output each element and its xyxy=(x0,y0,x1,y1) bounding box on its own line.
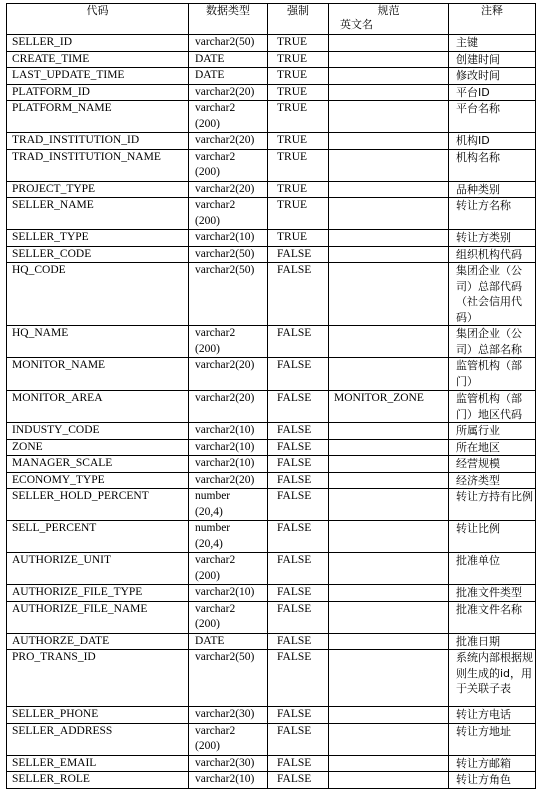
cell-spec xyxy=(329,230,449,247)
cell-note: 经营规模 xyxy=(449,456,536,473)
cell-required: TRUE xyxy=(268,133,329,150)
cell-datatype: varchar2(20) xyxy=(189,391,268,423)
cell-required: FALSE xyxy=(268,456,329,473)
header-note: 注释 xyxy=(449,4,536,35)
cell-spec xyxy=(329,755,449,772)
cell-required: TRUE xyxy=(268,230,329,247)
cell-note: 组织机构代码 xyxy=(449,246,536,263)
header-code: 代码 xyxy=(7,4,189,35)
cell-required: FALSE xyxy=(268,585,329,602)
cell-code: SELLER_ROLE xyxy=(7,772,189,789)
cell-required: FALSE xyxy=(268,391,329,423)
cell-note: 转让方电话 xyxy=(449,707,536,724)
cell-required: TRUE xyxy=(268,149,329,181)
cell-note: 批准文件类型 xyxy=(449,585,536,602)
cell-required: FALSE xyxy=(268,358,329,391)
cell-note: 转让方邮箱 xyxy=(449,755,536,772)
table-row xyxy=(7,601,536,633)
cell-spec xyxy=(329,35,449,52)
header-datatype: 数据类型 xyxy=(189,4,268,35)
table-row xyxy=(7,263,536,326)
cell-required: TRUE xyxy=(268,198,329,230)
cell-spec xyxy=(329,181,449,198)
cell-datatype: varchar2(10) xyxy=(189,772,268,789)
cell-spec xyxy=(329,456,449,473)
cell-note: 创建时间 xyxy=(449,51,536,68)
cell-spec xyxy=(329,101,449,133)
cell-datatype: varchar2(10) xyxy=(189,456,268,473)
cell-note: 机构ID xyxy=(449,133,536,150)
cell-code: SELLER_CODE xyxy=(7,246,189,263)
cell-code: SELLER_EMAIL xyxy=(7,755,189,772)
cell-datatype: varchar2(10) xyxy=(189,439,268,456)
cell-datatype: varchar2(10) xyxy=(189,585,268,602)
header-spec-label: 规范 xyxy=(377,4,400,17)
cell-spec xyxy=(329,723,449,755)
table-row xyxy=(7,84,536,101)
table-row xyxy=(7,723,536,755)
cell-spec xyxy=(329,521,449,553)
cell-spec xyxy=(329,423,449,440)
cell-note: 品种类别 xyxy=(449,181,536,198)
cell-note: 转让方角色 xyxy=(449,772,536,789)
cell-note: 集团企业（公司）总部代码（社会信用代码） xyxy=(449,263,536,326)
table-row xyxy=(7,439,536,456)
table-row xyxy=(7,521,536,553)
cell-required: FALSE xyxy=(268,472,329,489)
cell-note: 所在地区 xyxy=(449,439,536,456)
cell-code: AUTHORIZE_FILE_NAME xyxy=(7,601,189,633)
cell-code: MONITOR_NAME xyxy=(7,358,189,391)
cell-datatype: varchar2(20) xyxy=(189,133,268,150)
cell-required: FALSE xyxy=(268,707,329,724)
cell-spec xyxy=(329,489,449,521)
cell-note: 修改时间 xyxy=(449,68,536,85)
table-row xyxy=(7,326,536,358)
cell-required: FALSE xyxy=(268,246,329,263)
table-row xyxy=(7,456,536,473)
cell-required: FALSE xyxy=(268,723,329,755)
cell-code: SELLER_ID xyxy=(7,35,189,52)
cell-datatype: varchar2 (200) xyxy=(189,198,268,230)
cell-datatype: varchar2(20) xyxy=(189,358,268,391)
table-row xyxy=(7,391,536,423)
cell-spec xyxy=(329,198,449,230)
table-row xyxy=(7,650,536,707)
cell-code: HQ_CODE xyxy=(7,263,189,326)
cell-note: 批准文件名称 xyxy=(449,601,536,633)
cell-spec xyxy=(329,68,449,85)
cell-code: AUTHORIZE_FILE_TYPE xyxy=(7,585,189,602)
cell-code: PROJECT_TYPE xyxy=(7,181,189,198)
cell-spec xyxy=(329,149,449,181)
cell-spec xyxy=(329,553,449,585)
cell-required: FALSE xyxy=(268,553,329,585)
cell-note: 所属行业 xyxy=(449,423,536,440)
cell-required: FALSE xyxy=(268,755,329,772)
table-row xyxy=(7,149,536,181)
cell-required: FALSE xyxy=(268,326,329,358)
cell-code: MANAGER_SCALE xyxy=(7,456,189,473)
cell-code: LAST_UPDATE_TIME xyxy=(7,68,189,85)
cell-note: 主键 xyxy=(449,35,536,52)
cell-required: FALSE xyxy=(268,650,329,707)
cell-note: 平台ID xyxy=(449,84,536,101)
cell-spec xyxy=(329,133,449,150)
cell-code: INDUSTY_CODE xyxy=(7,423,189,440)
cell-spec xyxy=(329,472,449,489)
cell-code: SELLER_PHONE xyxy=(7,707,189,724)
cell-datatype: varchar2 (200) xyxy=(189,326,268,358)
table-row xyxy=(7,68,536,85)
cell-code: SELLER_TYPE xyxy=(7,230,189,247)
cell-spec xyxy=(329,358,449,391)
table-row xyxy=(7,358,536,391)
cell-code: SELL_PERCENT xyxy=(7,521,189,553)
cell-datatype: varchar2(50) xyxy=(189,35,268,52)
table-row xyxy=(7,181,536,198)
header-spec-english-name: 英文名 xyxy=(340,18,373,31)
cell-datatype: varchar2(50) xyxy=(189,650,268,707)
header-required: 强制 xyxy=(268,4,329,35)
cell-note: 监管机构（部门） xyxy=(449,358,536,391)
cell-note: 经济类型 xyxy=(449,472,536,489)
table-row xyxy=(7,489,536,521)
cell-spec xyxy=(329,51,449,68)
cell-required: TRUE xyxy=(268,51,329,68)
cell-spec xyxy=(329,585,449,602)
cell-datatype: number (20,4) xyxy=(189,521,268,553)
cell-code: TRAD_INSTITUTION_ID xyxy=(7,133,189,150)
cell-code: ECONOMY_TYPE xyxy=(7,472,189,489)
table-header-row xyxy=(7,4,536,35)
cell-required: FALSE xyxy=(268,633,329,650)
cell-datatype: varchar2(20) xyxy=(189,181,268,198)
cell-spec xyxy=(329,326,449,358)
cell-required: TRUE xyxy=(268,181,329,198)
cell-datatype: DATE xyxy=(189,633,268,650)
cell-datatype: varchar2 (200) xyxy=(189,723,268,755)
table-row xyxy=(7,230,536,247)
cell-note: 批准单位 xyxy=(449,553,536,585)
table-row xyxy=(7,35,536,52)
cell-code: SELLER_NAME xyxy=(7,198,189,230)
cell-required: TRUE xyxy=(268,68,329,85)
table-row xyxy=(7,423,536,440)
cell-spec xyxy=(329,772,449,789)
table-row xyxy=(7,707,536,724)
cell-code: AUTHORZE_DATE xyxy=(7,633,189,650)
cell-code: PLATFORM_ID xyxy=(7,84,189,101)
cell-spec xyxy=(329,246,449,263)
cell-note: 平台名称 xyxy=(449,101,536,133)
table-row xyxy=(7,585,536,602)
cell-spec: MONITOR_ZONE xyxy=(329,391,449,423)
cell-note: 转让方地址 xyxy=(449,723,536,755)
table-row xyxy=(7,633,536,650)
cell-datatype: varchar2(50) xyxy=(189,263,268,326)
cell-datatype: DATE xyxy=(189,68,268,85)
table-row xyxy=(7,772,536,789)
table-row xyxy=(7,198,536,230)
table-row xyxy=(7,755,536,772)
cell-datatype: varchar2(50) xyxy=(189,246,268,263)
cell-note: 转让方名称 xyxy=(449,198,536,230)
field-definition-table xyxy=(6,3,536,789)
cell-code: AUTHORIZE_UNIT xyxy=(7,553,189,585)
table-row xyxy=(7,553,536,585)
cell-code: HQ_NAME xyxy=(7,326,189,358)
cell-required: FALSE xyxy=(268,772,329,789)
cell-required: FALSE xyxy=(268,439,329,456)
cell-note: 转让比例 xyxy=(449,521,536,553)
table-row xyxy=(7,51,536,68)
cell-code: MONITOR_AREA xyxy=(7,391,189,423)
cell-required: FALSE xyxy=(268,601,329,633)
cell-spec xyxy=(329,633,449,650)
cell-datatype: varchar2(30) xyxy=(189,707,268,724)
cell-datatype: varchar2 (200) xyxy=(189,553,268,585)
cell-note: 系统内部根据规则生成的id，用于关联子表 xyxy=(449,650,536,707)
cell-datatype: varchar2(10) xyxy=(189,423,268,440)
cell-required: TRUE xyxy=(268,35,329,52)
table-row xyxy=(7,246,536,263)
cell-datatype: varchar2 (200) xyxy=(189,101,268,133)
cell-required: FALSE xyxy=(268,263,329,326)
cell-required: TRUE xyxy=(268,101,329,133)
cell-spec xyxy=(329,601,449,633)
table-row xyxy=(7,133,536,150)
cell-spec xyxy=(329,84,449,101)
cell-note: 转让方持有比例 xyxy=(449,489,536,521)
cell-datatype: varchar2(20) xyxy=(189,472,268,489)
cell-datatype: varchar2 (200) xyxy=(189,601,268,633)
cell-note: 监管机构（部门）地区代码 xyxy=(449,391,536,423)
cell-code: PLATFORM_NAME xyxy=(7,101,189,133)
header-spec xyxy=(329,4,449,35)
cell-required: TRUE xyxy=(268,84,329,101)
cell-spec xyxy=(329,707,449,724)
cell-datatype: varchar2(30) xyxy=(189,755,268,772)
cell-note: 批准日期 xyxy=(449,633,536,650)
cell-datatype: varchar2 (200) xyxy=(189,149,268,181)
cell-code: ZONE xyxy=(7,439,189,456)
cell-datatype: DATE xyxy=(189,51,268,68)
cell-required: FALSE xyxy=(268,423,329,440)
cell-spec xyxy=(329,263,449,326)
cell-note: 集团企业（公司）总部名称 xyxy=(449,326,536,358)
cell-spec xyxy=(329,650,449,707)
cell-spec xyxy=(329,439,449,456)
cell-code: SELLER_ADDRESS xyxy=(7,723,189,755)
cell-note: 机构名称 xyxy=(449,149,536,181)
cell-datatype: varchar2(20) xyxy=(189,84,268,101)
cell-code: TRAD_INSTITUTION_NAME xyxy=(7,149,189,181)
cell-datatype: varchar2(10) xyxy=(189,230,268,247)
cell-code: CREATE_TIME xyxy=(7,51,189,68)
cell-datatype: number (20,4) xyxy=(189,489,268,521)
cell-code: SELLER_HOLD_PERCENT xyxy=(7,489,189,521)
table-row xyxy=(7,101,536,133)
table-body xyxy=(7,35,536,789)
table-row xyxy=(7,472,536,489)
cell-code: PRO_TRANS_ID xyxy=(7,650,189,707)
cell-required: FALSE xyxy=(268,521,329,553)
cell-note: 转让方类别 xyxy=(449,230,536,247)
cell-required: FALSE xyxy=(268,489,329,521)
